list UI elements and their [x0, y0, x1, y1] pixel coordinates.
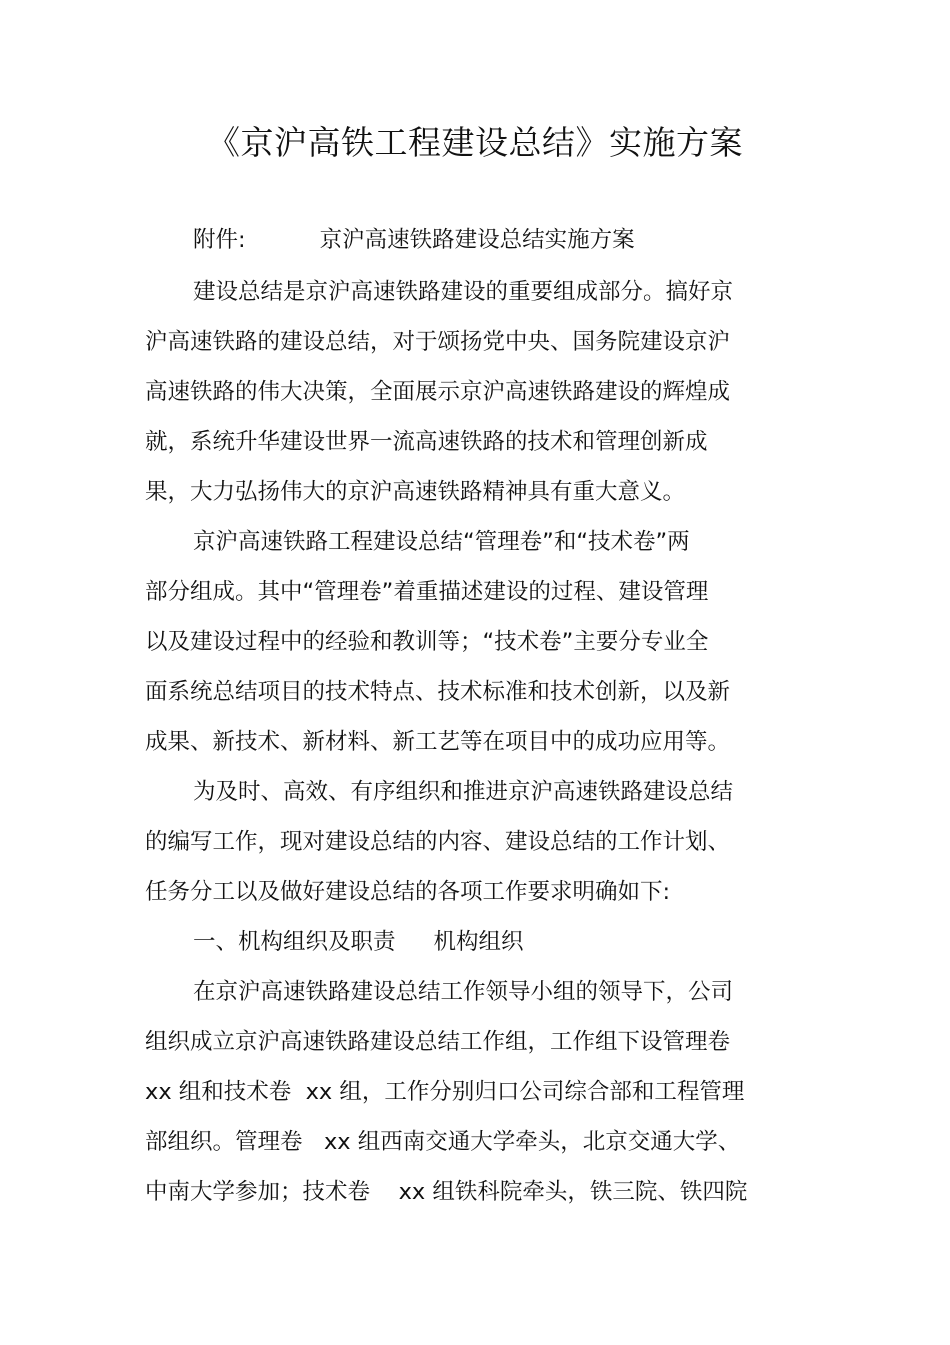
paragraph-line: 部分组成。其中“管理卷”着重描述建设的过程、建设管理: [145, 579, 709, 605]
paragraph-line: 部组织。管理卷 xx 组西南交通大学牵头，北京交通大学、: [145, 1129, 741, 1155]
paragraph-line: 在京沪高速铁路建设总结工作领导小组的领导下，公司: [193, 979, 734, 1005]
paragraph-line: 果，大力弘扬伟大的京沪高速铁路精神具有重大意义。: [145, 479, 686, 505]
paragraph-line: 建设总结是京沪高速铁路建设的重要组成部分。搞好京: [193, 279, 734, 305]
paragraph-line: 高速铁路的伟大决策，全面展示京沪高速铁路建设的辉煌成: [145, 379, 731, 405]
paragraph-line: 的编写工作，现对建设总结的内容、建设总结的工作计划、: [145, 829, 731, 855]
paragraph-line: 京沪高速铁路工程建设总结“管理卷”和“技术卷”两: [193, 529, 690, 555]
document-title: 《京沪高铁工程建设总结》实施方案: [207, 123, 743, 162]
paragraph-line: 组织成立京沪高速铁路建设总结工作组，工作组下设管理卷: [145, 1029, 731, 1055]
section-subheading: 机构组织: [433, 929, 524, 955]
paragraph-line: 为及时、高效、有序组织和推进京沪高速铁路建设总结: [193, 779, 734, 805]
section-heading-number: 一、机构组织及职责: [193, 929, 396, 955]
attachment-line: [193, 222, 635, 258]
section-heading: [193, 924, 524, 960]
paragraph-line: 以及建设过程中的经验和教训等；“技术卷”主要分专业全: [145, 629, 709, 655]
paragraph-line: 面系统总结项目的技术特点、技术标准和技术创新，以及新: [145, 679, 731, 705]
paragraph-line: 沪高速铁路的建设总结，对于颂扬党中央、国务院建设京沪: [145, 329, 731, 355]
paragraph-line: 成果、新技术、新材料、新工艺等在项目中的成功应用等。: [145, 729, 731, 755]
paragraph-line: xx 组和技术卷 xx 组，工作分别归口公司综合部和工程管理: [145, 1079, 745, 1105]
paragraph-line: 就，系统升华建设世界一流高速铁路的技术和管理创新成: [145, 429, 708, 455]
attachment-value: 京沪高速铁路建设总结实施方案: [319, 227, 635, 253]
paragraph-line: 任务分工以及做好建设总结的各项工作要求明确如下:: [145, 879, 671, 905]
attachment-label: 附件:: [193, 227, 246, 253]
paragraph-line: 中南大学参加；技术卷 xx 组铁科院牵头，铁三院、铁四院: [145, 1179, 748, 1205]
